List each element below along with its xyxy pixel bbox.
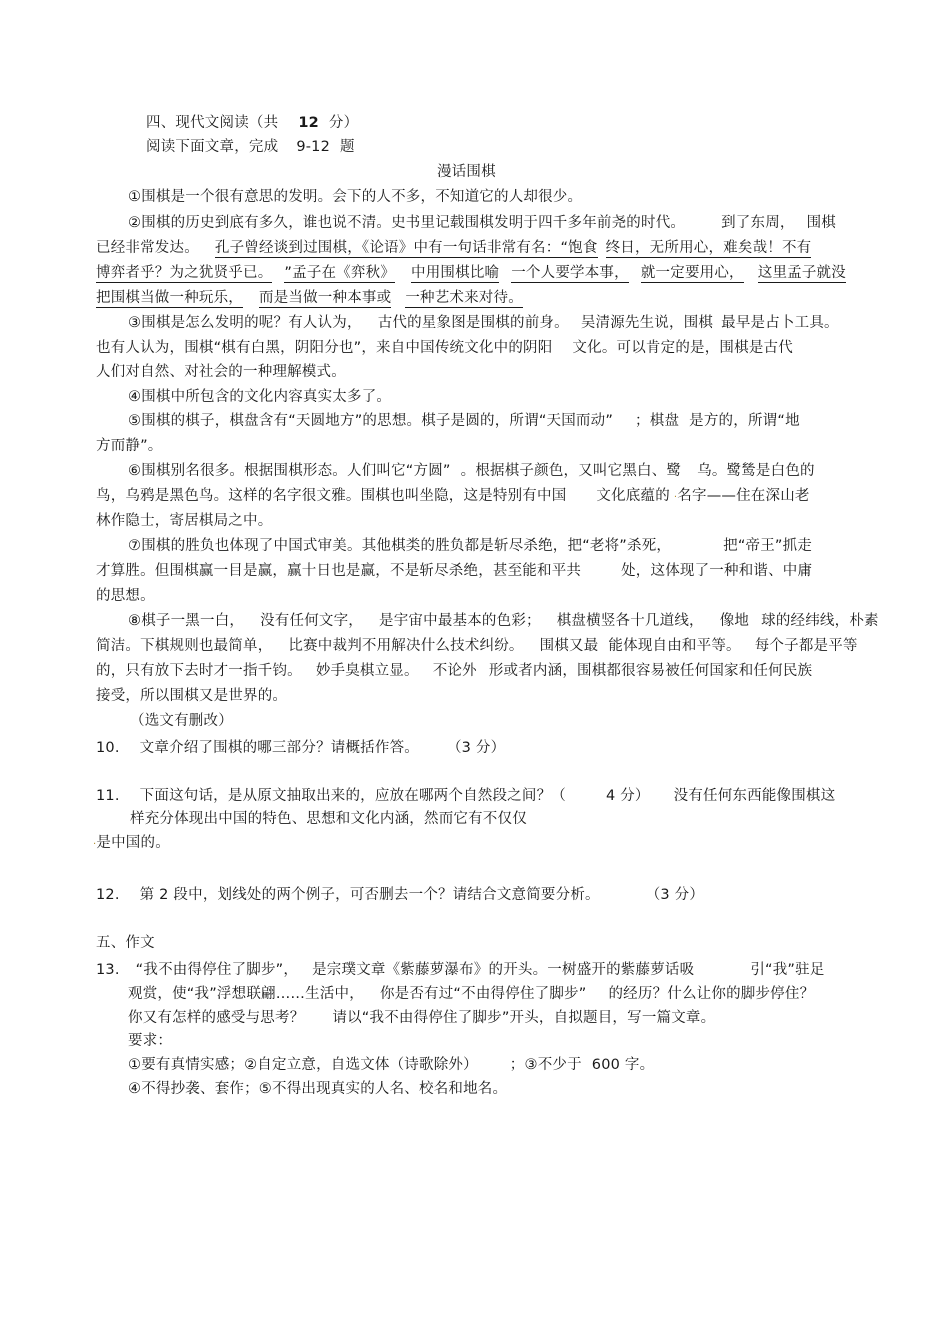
p8-text: 妙手臭棋立显。 [315,663,419,679]
p8-text: 没有任何文字， [260,613,364,629]
p8-text: 能体现自由和平等。 [608,638,741,654]
paragraph-3-line-2 [96,338,793,358]
p2-text: 围棋 [806,215,837,231]
instruction-text: 阅读下面文章，完成 [146,139,279,155]
paragraph-6-line-1 [128,461,815,481]
p2-text: 已经非常发达。 [96,240,199,256]
p8-text: 的，只有放下去时才一指千钧。 [96,663,302,679]
question-13-line-2 [128,984,814,1004]
p6-text: 鸟，乌鸦是黑色鸟。这样的名字很文雅。围棋也叫坐隐，这是特别有中国 [96,488,567,504]
requirement-text: 600 字。 [591,1057,655,1073]
question-text: 请以“我不由得停住了脚步”开头，自拟题目，写一篇文章。 [332,1010,716,1026]
question-text: “我不由得停住了脚步”， [135,962,299,978]
p3-text: 最早是占卜工具。 [721,315,839,331]
stray-mark: · [93,839,97,850]
source-note: （选文有删改） [130,713,233,729]
question-text: 下面这句话，是从原文抽取出来的，应放在哪两个自然段之间？（ [139,788,566,804]
p8-text: 是宇宙中最基本的色彩； [379,613,541,629]
underlined-example-2: 这里孟子就没 [757,265,846,281]
stray-mark: · [673,492,678,503]
p7-text: 把“帝王”抓走 [723,538,813,554]
question-score: （3 分） [446,740,506,756]
question-11-line-3 [93,833,170,855]
underlined-example-2: 而是当做一种本事或 [259,290,392,306]
underlined-example-2: 就一定要用心， [640,265,744,281]
p8-text: 围棋又最 [539,638,599,654]
paragraph-7-line-1 [128,536,812,556]
p5-text: ；棋盘 [635,413,680,429]
question-quote: 没有任何东西能像围棋这 [673,788,836,804]
requirement-text: ；③不少于 [509,1057,582,1073]
p7-text: ⑦围棋的胜负也体现了中国式审美。其他棋类的胜负都是斩尽杀绝，把“老将”杀死， [128,538,672,554]
paragraph-8-line-1 [128,611,879,631]
question-text: 是宗璞文章《紫藤萝瀑布》的开头。一树盛开的紫藤萝话吸 [312,962,695,978]
question-number: 10. [96,740,120,756]
underlined-example-2: 把围棋当做一种玩乐， [96,290,243,306]
p2-text: ②围棋的历史到底有多久，谁也说不清。史书里记载围棋发明于四千多年前尧的时代。 [128,215,686,231]
question-text: 你是否有过“不由得停住了脚步” [379,986,587,1002]
requirements-title: 要求： [128,1033,173,1049]
p5-text: ⑤围棋的棋子，棋盘含有“天圆地方”的思想。棋子是圆的，所谓“天国而动” [128,413,614,429]
p6-text: 。根据棋子颜色，又叫它黑白、鹭 [460,463,682,479]
p6-text: 名字——住在深山老 [677,488,810,504]
paragraph-8-line-2 [96,636,858,656]
paragraph-6-line-3: 林作隐士，寄居棋局之中。 [96,513,273,529]
question-12 [96,885,704,905]
paragraph-3-line-1 [128,313,839,333]
p7-text: 才算胜。但围棋赢一目是赢，赢十日也是赢，不是斩尽杀绝，甚至能和平共 [96,563,582,579]
p8-text: 形或者内涵，围棋都很容易被任何国家和任何民族 [488,663,813,679]
paragraph-3-line-3: 人们对自然、对社会的一种理解模式。 [96,364,346,380]
requirements-line-2: ④不得抄袭、套作；⑤不得出现真实的人名、校名和地名。 [128,1081,508,1097]
instruction-range: 9-12 [296,139,331,155]
requirements-line-1 [128,1055,654,1075]
p8-text: 每个子都是平等 [754,638,858,654]
underlined-example-1: 终日，无所用心，难矣哉！不有 [605,240,812,256]
section-4-title-end: 分） [328,115,359,131]
paragraph-5-line-2: 方而静”。 [96,438,163,454]
paragraph-8-line-4: 接受，所以围棋又是世界的。 [96,688,288,704]
p3-text: 古代的星象图是围棋的前身。 [377,315,569,331]
paragraph-7-line-2 [96,561,812,581]
underlined-example-2: 一种艺术来对待。 [405,290,523,306]
p8-text: 棋盘横竖各十几道线， [556,613,704,629]
paragraph-6-line-2 [96,486,810,508]
question-quote: 是中国的。 [96,835,170,851]
question-10 [96,738,505,758]
paragraph-5-line-1 [128,411,800,431]
question-score: 4 分） [605,788,650,804]
p6-text: 乌。鹭鸶是白色的 [697,463,815,479]
underlined-example-1: 孔子曾经谈到过围棋，《论语》中有一句话非常有名：“饱食 [214,240,598,256]
question-score: （3 分） [645,887,705,903]
p3-text: 也有人认为，围棋“棋有白黑，阴阳分也”，来自中国传统文化中的阴阳 [96,340,553,356]
question-text: 引“我”驻足 [750,962,825,978]
paragraph-2-line-3 [96,263,846,283]
p7-text: 处，这体现了一种和谐、中庸 [621,563,813,579]
section-4-title [146,113,358,133]
paragraph-2-line-2 [96,238,811,258]
question-text: 文章介绍了围棋的哪三部分？请概括作答。 [139,740,419,756]
paragraph-2-line-4 [96,288,523,308]
question-text: 观赏，使“我”浮想联翩……生活中， [128,986,364,1002]
p6-text: 文化底蕴的 [596,488,670,504]
section-4-title-text: 四、现代文阅读（共 [146,115,279,131]
question-text: 你又有怎样的感受与思考？ [128,1010,305,1026]
question-number: 11. [96,788,120,804]
question-text: 的经历？什么让你的脚步停住？ [608,986,815,1002]
section-5-title: 五、作文 [96,935,155,951]
question-11-line-1 [96,786,835,806]
underlined-example-1: 博弈者乎？为之犹贤乎已。 [96,265,273,281]
question-13-line-3 [128,1008,715,1028]
instruction-end: 题 [340,139,355,155]
p8-text: 简洁。下棋规则也最简单， [96,638,273,654]
p3-text: ③围棋是怎么发明的呢？有人认为， [128,315,362,331]
section-4-score: 12 [298,115,319,131]
paragraph-2-line-1 [128,213,836,233]
p6-text: ⑥围棋别名很多。根据围棋形态。人们叫它“方圆” [128,463,451,479]
underlined-example-2: ”孟子在《弈秋》 [284,265,396,281]
question-number: 13. [96,962,120,978]
p8-text: 不论外 [432,663,477,679]
paragraph-8-line-3 [96,661,812,681]
p8-text: ⑧棋子一黑一白， [128,613,245,629]
paragraph-7-line-3: 的思想。 [96,588,155,604]
question-number: 12. [96,887,120,903]
p5-text: 是方的，所谓“地 [689,413,800,429]
p8-text: 比赛中裁判不用解决什么技术纠纷。 [288,638,524,654]
article-title: 漫话围棋 [437,164,496,180]
p8-text: 像地 [719,613,750,629]
p2-text: 到了东周， [721,215,795,231]
question-11-line-2: 样充分体现出中国的特色、思想和文化内涵，然而它有不仅仅 [130,811,527,827]
requirement-text: ①要有真情实感；②自定立意，自选文体（诗歌除外） [128,1057,478,1073]
p3-text: 文化。可以肯定的是，围棋是古代 [572,340,793,356]
question-text: 第 2 段中，划线处的两个例子，可否删去一个？请结合文意简要分析。 [139,887,600,903]
p3-text: 吴清源先生说，围棋 [580,315,714,331]
question-13-line-1 [96,960,825,980]
paragraph-1: ①围棋是一个很有意思的发明。会下的人不多，不知道它的人却很少。 [128,189,583,205]
section-4-instruction [146,137,355,157]
underlined-example-2: 一个人要学本事， [511,265,629,281]
paragraph-4: ④围棋中所包含的文化内容真实太多了。 [128,389,392,405]
p8-text: 球的经纬线，朴素 [761,613,879,629]
underlined-example-2: 中用围棋比喻 [411,265,500,281]
